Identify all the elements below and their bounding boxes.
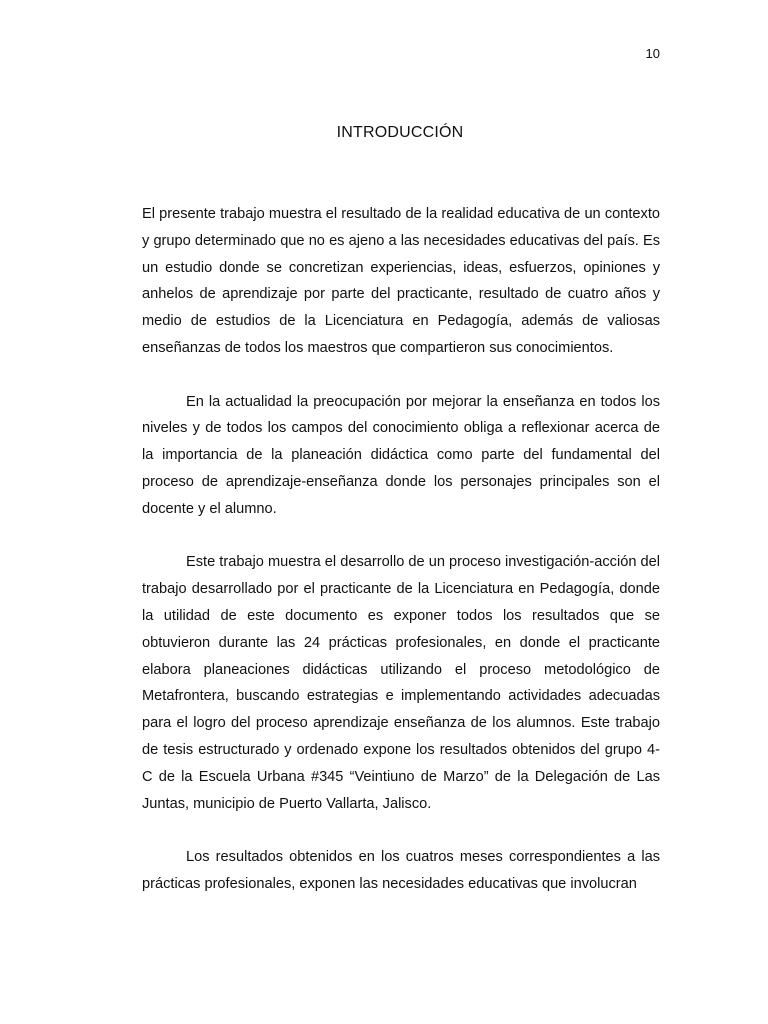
paragraph-4: Los resultados obtenidos en los cuatros meses correspondientes a las prácticas profesionales, exponen las necesidades educativas que involucran xyxy=(142,849,660,892)
page-title: INTRODUCCIÓN xyxy=(336,124,464,141)
paragraph-1: El presente trabajo muestra el resultado de la realidad educativa de un contexto y grupo determinado que no es ajeno a las necesidades educativas del país. Es un estudio donde se concretizan experiencias, ideas, esfuerzos, opiniones y anhelos de aprendizaje por parte del practicante, resultado de cuatro años y medio de estudios de la Licenciatura en Pedagogía, además de valiosas enseñanzas de todos los maestros que compartieron sus conocimientos. xyxy=(142,206,660,356)
paragraph-2: En la actualidad la preocupación por mejorar la enseñanza en todos los niveles y de todos los campos del conocimiento obliga a reflexionar acerca de la importancia de la planeación didáctica como parte del fundamental del proceso de aprendizaje-enseñanza donde los personajes principales son el docente y el alumno. xyxy=(142,393,660,517)
document-body xyxy=(142,201,660,925)
page-number: 10 xyxy=(645,46,660,61)
paragraph-3: Este trabajo muestra el desarrollo de un proceso investigación-acción del trabajo desarrollado por el practicante de la Licenciatura en Pedagogía, donde la utilidad de este documento es exponer todos los resultados que se obtuvieron durante las 24 prácticas profesionales, en donde el practicante elabora planeaciones didácticas utilizando el proceso metodológico de Metafrontera, buscando estrategias e implementando actividades adecuadas para el logro del proceso aprendizaje enseñanza de los alumnos. Este trabajo de tesis estructurado y ordenado expone los resultados obtenidos del grupo 4-C de la Escuela Urbana #345 “Veintiuno de Marzo” de la Delegación de Las Juntas, municipio de Puerto Vallarta, Jalisco. xyxy=(142,554,660,812)
